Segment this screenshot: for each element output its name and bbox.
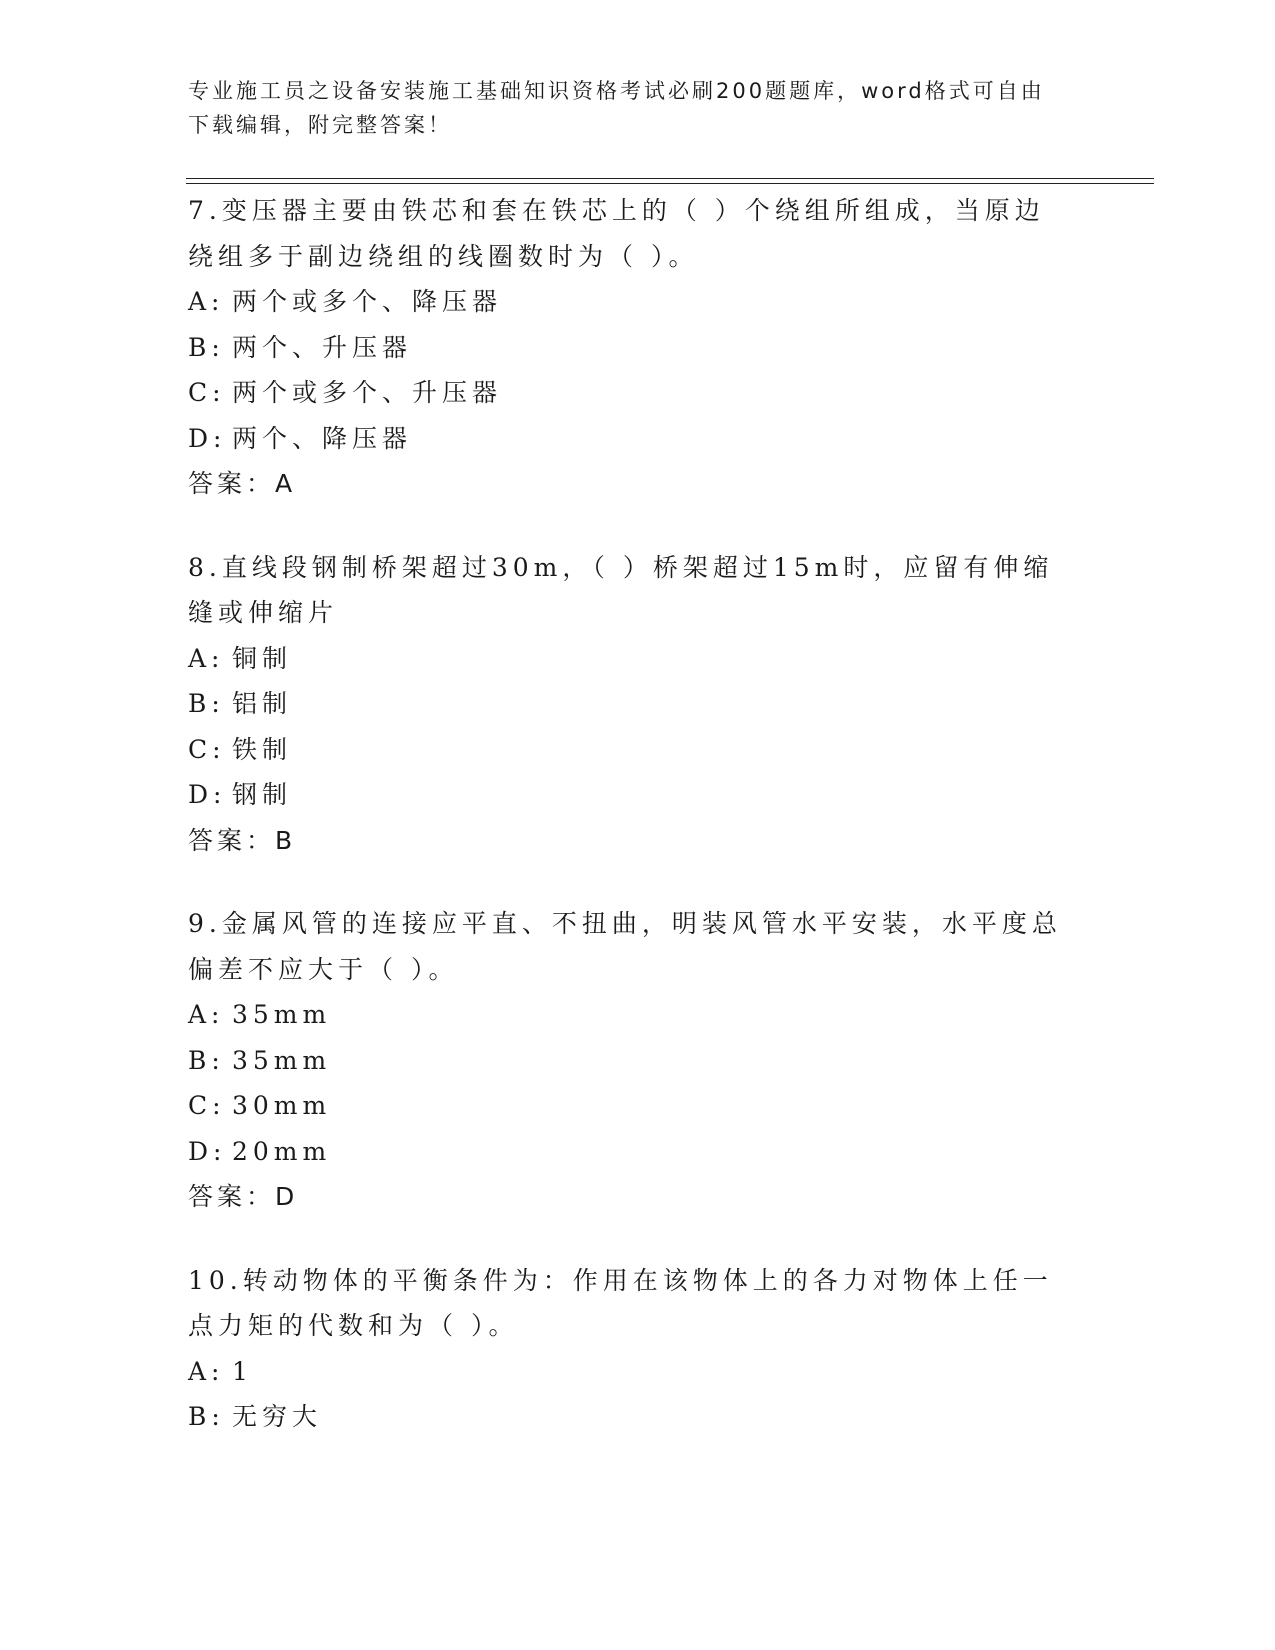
header-divider-top (186, 178, 1154, 179)
option-text: 35mm (232, 1000, 332, 1029)
option-letter: C: (188, 734, 226, 764)
question-item (188, 1258, 1088, 1440)
option-text: 30mm (232, 1091, 332, 1120)
option-letter: A: (188, 1356, 225, 1386)
option-letter: B: (188, 1402, 225, 1431)
option-text: 20mm (232, 1136, 332, 1166)
option-text: 铁制 (232, 734, 293, 764)
option-letter: A: (188, 1000, 225, 1029)
header-line-1: 专业施工员之设备安装施工基础知识资格考试必刷200题题库，word格式可自由 (188, 79, 1045, 103)
option-letter: B: (188, 332, 225, 362)
question-text: 7.变压器主要由铁芯和套在铁芯上的（ ）个绕组所组成，当原边绕组多于副边绕组的线圈数时为（ ）。 (188, 196, 1045, 271)
option-letter: A: (188, 643, 225, 673)
option-text: 35mm (232, 1045, 332, 1075)
question-list (188, 188, 1088, 1478)
option-text: 铝制 (232, 689, 293, 718)
question-text: 10.转动物体的平衡条件为：作用在该物体上的各力对物体上任一点力矩的代数和为（ ）。 (188, 1265, 1053, 1340)
option-a (188, 992, 1088, 1038)
option-text: 两个、降压器 (232, 423, 413, 453)
option-text: 铜制 (232, 643, 293, 673)
option-text: 钢制 (232, 780, 293, 809)
option-a (188, 279, 1088, 325)
option-text: 两个或多个、降压器 (232, 287, 503, 316)
option-letter: C: (188, 1091, 226, 1120)
option-letter: C: (188, 378, 226, 407)
header-line-2: 下载编辑，附完整答案！ (188, 113, 452, 137)
option-b (188, 325, 1088, 371)
option-b (188, 681, 1088, 727)
option-text: 两个或多个、升压器 (232, 378, 503, 407)
answer-line: 答案：A (188, 469, 297, 498)
option-letter: D: (188, 780, 227, 809)
option-letter: D: (188, 423, 227, 453)
option-text: 1 (232, 1356, 253, 1386)
question-text: 8.直线段钢制桥架超过30m，（ ）桥架超过15m时，应留有伸缩缝或伸缩片 (188, 552, 1054, 627)
option-text: 两个、升压器 (232, 332, 413, 362)
option-letter: B: (188, 689, 225, 718)
option-c (188, 1083, 1088, 1129)
question-item (188, 545, 1088, 864)
question-text: 9.金属风管的连接应平直、不扭曲，明装风管水平安装，水平度总偏差不应大于（ ）。 (188, 909, 1062, 984)
question-item (188, 901, 1088, 1220)
option-a (188, 1349, 1088, 1395)
option-d (188, 1129, 1088, 1175)
option-letter: A: (188, 287, 225, 316)
option-c (188, 727, 1088, 773)
option-letter: D: (188, 1136, 227, 1166)
question-item (188, 188, 1088, 507)
option-d (188, 772, 1088, 818)
option-c (188, 370, 1088, 416)
document-header (188, 74, 1068, 142)
option-d (188, 416, 1088, 462)
answer-line: 答案：D (188, 1182, 299, 1211)
header-divider-bottom (186, 183, 1154, 184)
option-b (188, 1038, 1088, 1084)
option-a (188, 636, 1088, 682)
option-text: 无穷大 (232, 1402, 323, 1431)
answer-line: 答案：B (188, 825, 297, 855)
option-b (188, 1394, 1088, 1440)
option-letter: B: (188, 1045, 225, 1075)
